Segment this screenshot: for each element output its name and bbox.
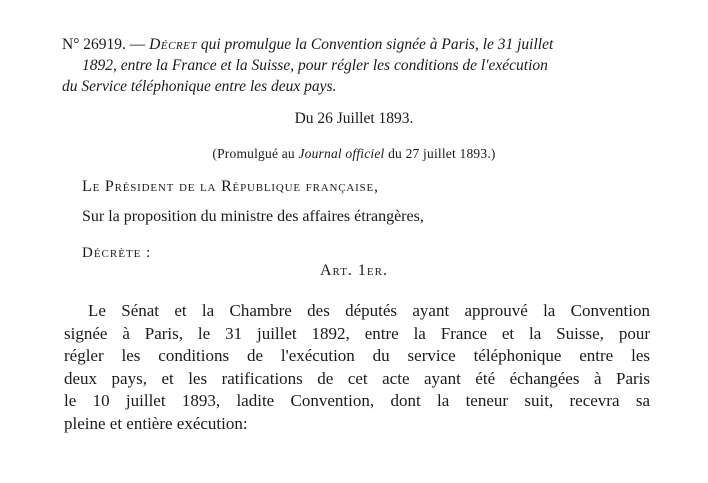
article-heading: Art. 1er. bbox=[319, 262, 388, 279]
heading-line-1 bbox=[62, 34, 652, 55]
decree-number: N° 26919. — bbox=[62, 36, 146, 53]
article-body bbox=[64, 300, 650, 435]
president-line: Le Président de la République française, bbox=[82, 178, 379, 195]
body-line: le 10 juillet 1893, ladite Convention, dont la teneur suit, recevra sa bbox=[64, 391, 650, 410]
decree-word: Décret bbox=[149, 36, 197, 53]
body-line: régler les conditions de l'exécution du service téléphonique entre les bbox=[64, 346, 650, 365]
decree-date: Du 26 Juillet 1893. bbox=[294, 110, 414, 127]
heading-line-3: du Service téléphonique entre les deux pays. bbox=[62, 78, 337, 95]
body-line: signée à Paris, le 31 juillet 1892, entre la France et la Suisse, pour bbox=[64, 323, 650, 343]
body-line: deux pays, et les ratifications de cet acte ayant été échangées à Paris bbox=[64, 368, 650, 388]
body-line: pleine et entière exécution: bbox=[64, 413, 248, 433]
promulgation-open: (Promulgué au bbox=[212, 146, 295, 161]
heading-line-1-text: qui promulgue la Convention signée à Paris, le 31 juillet bbox=[200, 36, 554, 53]
heading-line-2: 1892, entre la France et la Suisse, pour régler les conditions de l'exécution bbox=[82, 57, 548, 74]
decrete-label: Décrète : bbox=[82, 245, 152, 261]
promulgation-note bbox=[0, 146, 708, 162]
journal-officiel: Journal officiel bbox=[298, 146, 385, 161]
decree-heading bbox=[62, 34, 652, 97]
proposition-line: Sur la proposition du ministre des affaires étrangères, bbox=[82, 208, 424, 225]
promulgation-close: du 27 juillet 1893.) bbox=[388, 146, 496, 161]
body-line: Le Sénat et la Chambre des députés ayant approuvé la Convention bbox=[88, 301, 650, 320]
